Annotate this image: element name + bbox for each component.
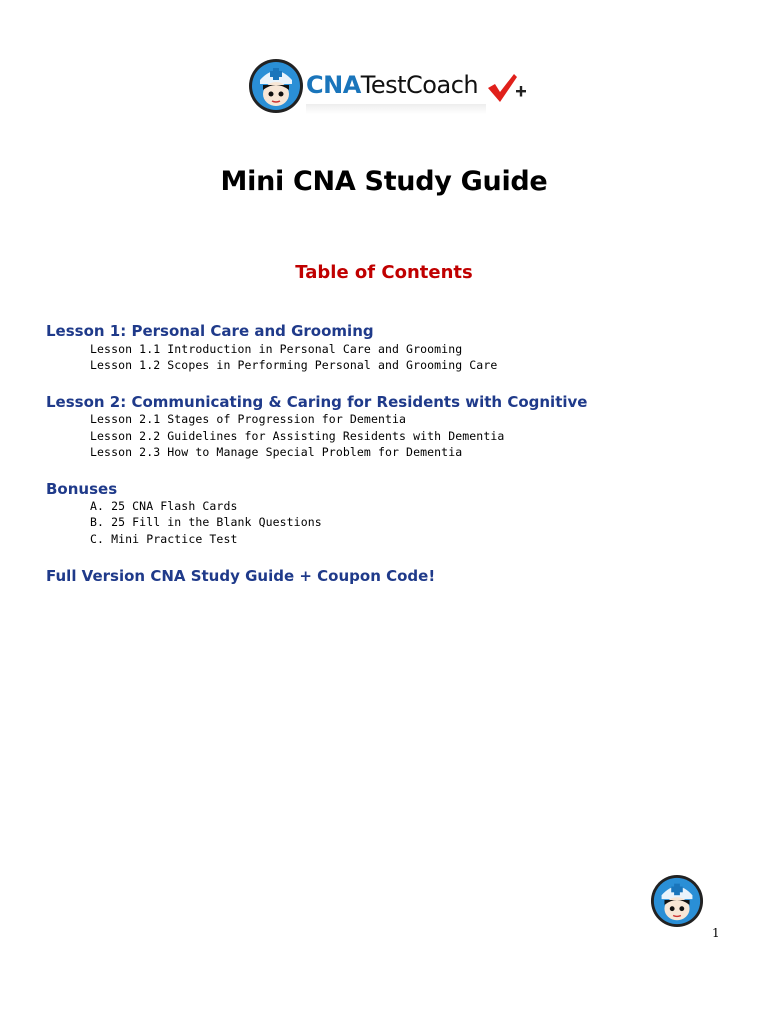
nurse-badge-icon <box>650 874 704 928</box>
toc-item: Lesson 1.1 Introduction in Personal Care and Grooming <box>90 342 463 356</box>
page-number: 1 <box>712 926 720 940</box>
toc-item: Lesson 2.3 How to Manage Special Problem for Dementia <box>90 445 463 459</box>
brand-wordmark: CNATestCoach <box>306 71 479 99</box>
nurse-badge-icon <box>248 58 304 114</box>
toc-item: B. 25 Fill in the Blank Questions <box>90 515 322 529</box>
checkmark-plus-icon <box>486 72 528 104</box>
full-version-link: Full Version CNA Study Guide + Coupon Code! <box>46 567 436 585</box>
toc-item: Lesson 2.2 Guidelines for Assisting Residents with Dementia <box>90 429 505 443</box>
lesson1-heading: Lesson 1: Personal Care and Grooming <box>46 322 374 340</box>
bonuses-heading: Bonuses <box>46 480 118 498</box>
toc-item: Lesson 2.1 Stages of Progression for Dementia <box>90 412 407 426</box>
toc-item: A. 25 CNA Flash Cards <box>90 499 238 513</box>
logo-reflection <box>306 104 486 114</box>
toc-item: C. Mini Practice Test <box>90 532 238 546</box>
document-title: Mini CNA Study Guide <box>220 166 548 197</box>
toc-title: Table of Contents <box>295 262 473 283</box>
lesson2-heading: Lesson 2: Communicating & Caring for Residents with Cognitive <box>46 393 588 411</box>
brand-logo <box>248 58 528 120</box>
toc-item: Lesson 1.2 Scopes in Performing Personal and Grooming Care <box>90 358 498 372</box>
